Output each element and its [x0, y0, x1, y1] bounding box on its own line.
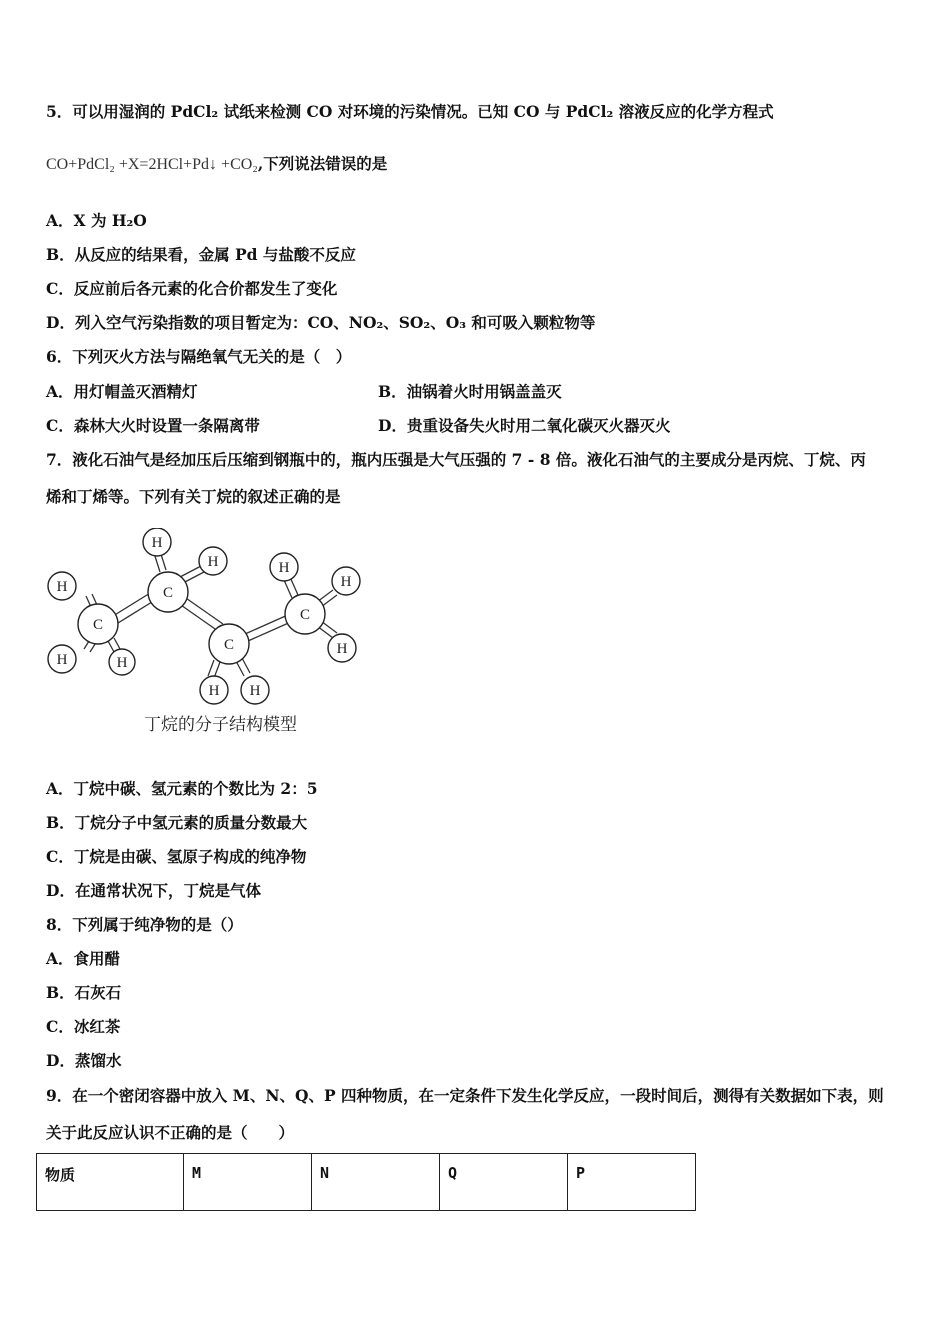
- q5-stem-tail: ,下列说法错误的是: [257, 154, 388, 173]
- q8-option-a: A．食用醋: [46, 949, 121, 968]
- figure-caption: 丁烷的分子结构模型: [144, 715, 297, 735]
- q5-option-a: A．X 为 H₂O: [46, 211, 147, 230]
- hydrogen-label: H: [56, 652, 68, 668]
- table-header-cell: M: [184, 1154, 312, 1211]
- table-header-cell: 物质: [37, 1154, 184, 1211]
- hydrogen-label: H: [151, 535, 163, 551]
- carbon-label: C: [223, 637, 235, 653]
- q7-option-c: C．丁烷是由碳、氢原子构成的纯净物: [46, 847, 307, 866]
- carbon-label: C: [162, 585, 174, 601]
- hydrogen-label: H: [249, 683, 261, 699]
- q5-option-b: B．从反应的结果看，金属 Pd 与盐酸不反应: [46, 245, 356, 264]
- table-header-cell: Q: [440, 1154, 568, 1211]
- carbon-label: C: [92, 617, 104, 633]
- hydrogen-label: H: [278, 560, 290, 576]
- butane-molecule-figure: [40, 528, 370, 733]
- q6-option-d: D．贵重设备失火时用二氧化碳灭火器灭火: [378, 416, 671, 435]
- q9-stem-line1: 9．在一个密闭容器中放入 M、N、Q、P 四种物质，在一定条件下发生化学反应，一段时间后，测得有关数据如下表，则: [46, 1086, 884, 1105]
- q7-option-d: D．在通常状况下，丁烷是气体: [46, 881, 261, 900]
- q6-option-b: B．油锅着火时用锅盖盖灭: [378, 382, 562, 401]
- hydrogen-label: H: [56, 579, 68, 595]
- q7-option-b: B．丁烷分子中氢元素的质量分数最大: [46, 813, 308, 832]
- q8-stem: 8．下列属于纯净物的是（）: [46, 915, 243, 934]
- q5-option-d: D．列入空气污染指数的项目暂定为：CO、NO₂、SO₂、O₃ 和可吸入颗粒物等: [46, 313, 596, 332]
- q8-option-b: B．石灰石: [46, 983, 122, 1002]
- q5-equation: CO+PdCl₂ +X=2HCl+Pd↓ +CO₂: [46, 156, 258, 173]
- hydrogen-label: H: [340, 574, 352, 590]
- table-header-cell: N: [312, 1154, 440, 1211]
- q6-stem: 6．下列灭火方法与隔绝氧气无关的是（ ）: [46, 347, 352, 366]
- hydrogen-label: H: [336, 641, 348, 657]
- hydrogen-label: H: [207, 554, 219, 570]
- data-table: [36, 1153, 696, 1211]
- hydrogen-label: H: [208, 683, 220, 699]
- carbon-label: C: [299, 607, 311, 623]
- q7-stem-line2: 烯和丁烯等。下列有关丁烷的叙述正确的是: [46, 487, 341, 506]
- q7-stem-line1: 7．液化石油气是经加压后压缩到钢瓶中的，瓶内压强是大气压强的 7 - 8 倍。液化石油气的主要成分是丙烷、丁烷、丙: [46, 450, 866, 469]
- q6-option-a: A．用灯帽盖灭酒精灯: [46, 382, 198, 401]
- hydrogen-label: H: [116, 655, 128, 671]
- q6-option-c: C．森林大火时设置一条隔离带: [46, 416, 260, 435]
- q5-equation-line: [46, 154, 387, 175]
- table-header-row: [37, 1154, 696, 1211]
- q5-option-c: C．反应前后各元素的化合价都发生了变化: [46, 279, 338, 298]
- q7-option-a: A．丁烷中碳、氢元素的个数比为 2：5: [46, 779, 318, 798]
- q8-option-d: D．蒸馏水: [46, 1051, 122, 1070]
- q9-stem-line2: 关于此反应认识不正确的是（ ）: [46, 1123, 295, 1142]
- q8-option-c: C．冰红茶: [46, 1017, 121, 1036]
- table-header-cell: P: [568, 1154, 696, 1211]
- q5-stem: 5．可以用湿润的 PdCl₂ 试纸来检测 CO 对环境的污染情况。已知 CO 与 PdCl₂ 溶液反应的化学方程式: [46, 102, 774, 121]
